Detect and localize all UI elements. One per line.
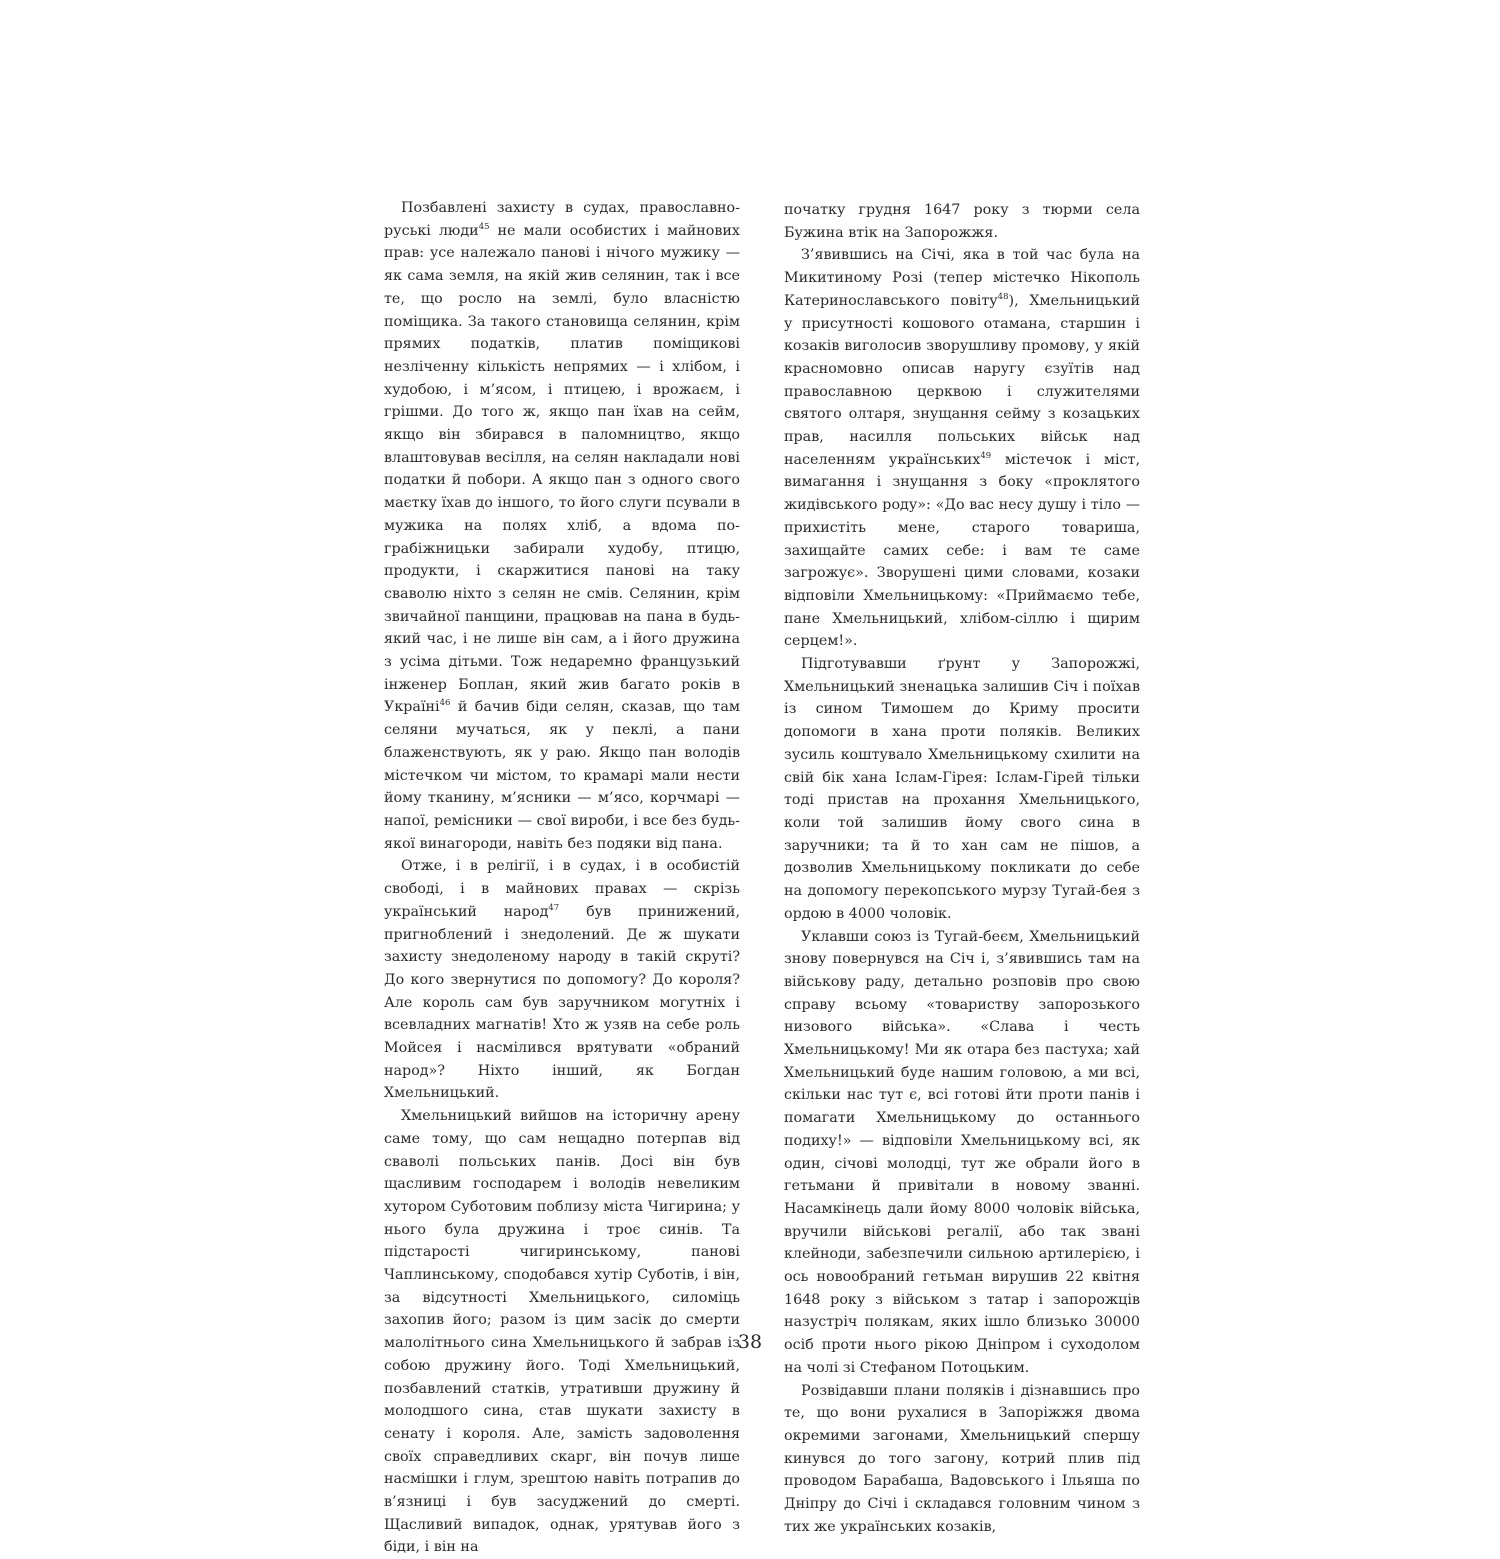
text-segment: був принижений, пригноблений і знедолений. Де ж шукати захисту знедоленому народу в такій скруті? До кого звернутися по допомогу? До короля? Але король сам був заручником могутніх і всевладних магнатів! Хто ж узяв на себе роль Мойсея і насмілився врятувати «обраний народ»? Ніхто інший, як Богдан Хмельницький.	[384, 903, 741, 1102]
footnote-reference: 46	[439, 698, 451, 709]
text-segment: містечок і міст, вимагання і знущання з боку «проклятого жидівського роду»: «До вас несу душу і тіло — прихистіть мене, старого товариша, захищайте самих себе: і вам те саме загрожує». Зворушені цими словами, козаки відповіли Хмельницькому: «Приймаємо тебе, пане Хмельницький, хлібом-сіллю і щирим серцем!».	[784, 451, 1140, 650]
text-segment: Отже, і в релігії, і в судах, і в особистій свободі, і в майнових правах — скрізь український народ	[384, 858, 740, 920]
footnote-reference: 48	[997, 291, 1009, 302]
text-segment: Хмельницький вийшов на історичну арену саме тому, що сам нещадно потерпав від сваволі польських панів. Досі він був щасливим господарем і володів невеликим хутором Суботовим поблизу міста Чигирина; у нього була дружина і троє синів. Та підстарості чигиринському, панові Чаплинському, сподобався хутір Суботів, і він, за відсутності Хмельницького, силоміць захопив його; разом із цим засік до смерти малолітнього сина Хмельницького й забрав із собою дружину його. Тоді Хмельницький, позбавлений статків, утративши дружину й молодшого сина, став шукати захисту в сенату і короля. Але, замість задоволення своїх справедливих скарг, він почув лише насмішки і глум, зрештою навіть потрапив до в’язниці і був засуджений до смерті. Щасливий випадок, однак, урятував його з біди, і він на	[384, 1108, 740, 1556]
text-segment: Позбавлені захисту в судах, православно-руські люди	[384, 200, 740, 239]
paragraph	[784, 653, 1140, 925]
paragraph	[784, 199, 1140, 244]
footnote-reference: 49	[980, 450, 992, 461]
text-segment: Розвідавши плани поляків і дізнавшись про те, що вони рухалися в Запоріжжя двома окремими загонами, Хмельницький спершу кинувся до того загону, котрий плив під проводом Барабаша, Вадовського і Ільяша по Дніпру до Січі і складався головним чином з тих же українських козаків,	[784, 1382, 1140, 1535]
paragraph	[784, 244, 1140, 653]
paragraph	[384, 855, 740, 1105]
paragraph	[784, 926, 1140, 1380]
text-segment: й бачив біди селян, сказав, що там селяни мучаться, як у пеклі, а пани блаженствують, як у раю. Якщо пан володів містечком чи містом, то крамарі мали нести йому тканину, м’ясники — м’ясо, корчмарі — напої, ремісники — свої вироби, і все без будь-якої винагороди, навіть без подяки від пана.	[384, 699, 740, 852]
paragraph	[784, 1380, 1140, 1539]
text-segment: не мали особистих і майнових прав: усе належало панові і нічого мужику — як сама земля, на якій жив селянин, так і все те, що росло на землі, було власністю поміщика. За такого становища селянин, крім прямих податків, платив поміщикові незліченну кількість непрямих — і хлібом, і худобою, і м’ясом, і птицею, і врожаєм, і грішми. До того ж, якщо пан їхав на сейм, якщо він збирався в паломництво, якщо влаштовував весілля, на селян накладали нові податки й побори. А якщо пан з одного свого маєтку їхав до іншого, то його слуги псували в мужика на полях хліб, а вдома по-грабіжницьки забирали худобу, птицю, продукти, і скаржитися панові на таку сваволю ніхто з селян не смів. Селянин, крім звичайної панщини, працював на пана в будь-який час, і не лише він сам, а і його дружина з усіма дітьми. Тож недаремно французький інженер Боплан, який жив багато років в Україні	[384, 222, 740, 716]
footnote-reference: 45	[478, 221, 490, 232]
text-segment: Уклавши союз із Тугай-беєм, Хмельницький знову повернувся на Січ і, з’явившись там на військову раду, детально розповів про свою справу всьому «товариству запорозького низового війська». «Слава і честь Хмельницькому! Ми як отара без пастуха; хай Хмельницький буде нашим головою, а ми всі, скільки нас тут є, всі готові йти проти панів і помагати Хмельницькому до останнього подиху!» — відповіли Хмельницькому всі, як один, січові молодці, тут же обрали його в гетьмани й привітали в новому званні. Насамкінець дали йому 8000 чоловік війська, вручили військові регалії, або так звані клейноди, забезпечили сильною артилерією, і ось новообраний гетьман вирушив 22 квітня 1648 року з військом з татар і запорожців назустріч полякам, яких ішло близько 30000 осіб проти нього рікою Дніпром і суходолом на чолі зі Стефаном Потоцьким.	[784, 928, 1140, 1376]
footnote-reference: 47	[548, 902, 560, 913]
page-number: 38	[737, 1331, 763, 1353]
paragraph	[384, 197, 740, 855]
left-text-column	[384, 197, 740, 1559]
text-segment: ), Хмельницький у присутності кошового отамана, старшин і козаків виголосив зворушливу промову, у якій красномовно описав наругу єзуїтів над православною церквою і служителями святого олтаря, знущання сейму з козацьких прав, насилля польських військ над населенням українських	[784, 292, 1140, 468]
text-segment: початку грудня 1647 року з тюрми села Бужина втік на Запорожжя.	[784, 202, 1140, 241]
text-segment: Підготувавши ґрунт у Запорожжі, Хмельницький зненацька залишив Січ і поїхав із сином Тимошем до Криму просити допомоги в хана проти поляків. Великих зусиль коштувало Хмельницькому схилити на свій бік хана Іслам-Гірея: Іслам-Гірей тільки тоді пристав на прохання Хмельницького, коли той залишив йому свого сина в заручники; та й то хан сам не пішов, а дозволив Хмельницькому покликати до себе на допомогу перекопського мурзу Тугай-бея з ордою в 4000 чоловік.	[784, 656, 1140, 922]
text-segment: З’явившись на Січі, яка в той час була на Микитиному Розі (тепер містечко Нікополь Катеринославського повіту	[784, 247, 1140, 309]
